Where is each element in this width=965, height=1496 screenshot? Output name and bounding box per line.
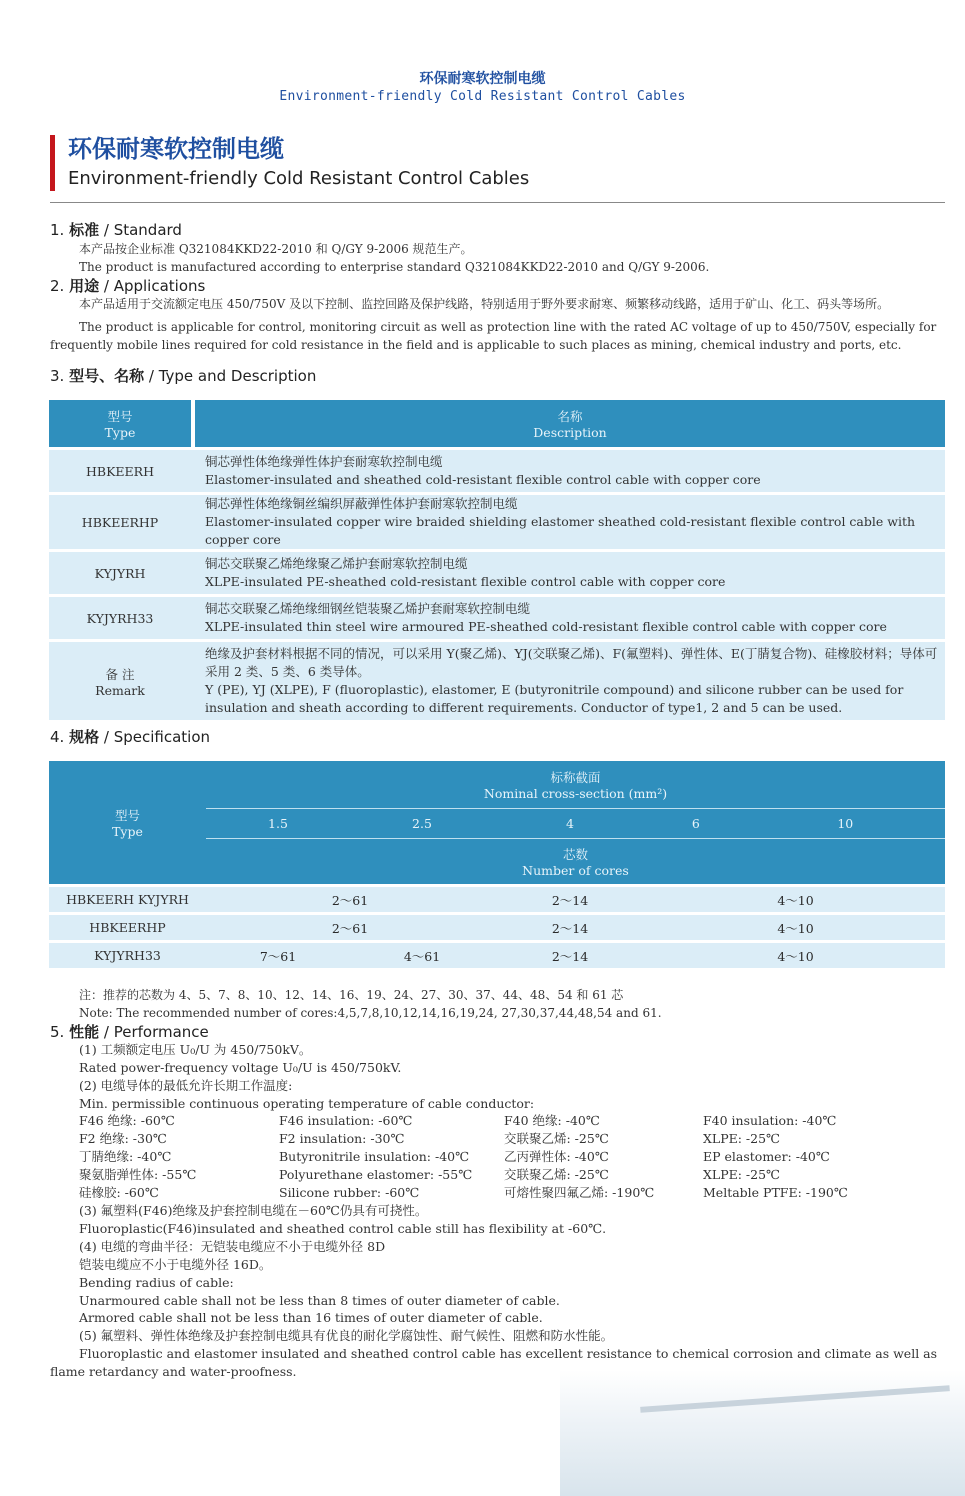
description-en: XLPE-insulated thin steel wire armoured PE-sheathed cold-resistant flexible control cable with copper core — [205, 619, 887, 634]
temp-item: F2 insulation: -30℃ — [279, 1130, 405, 1146]
temp-item: Meltable PTFE: -190℃ — [703, 1184, 848, 1200]
cores-cn: 芯数 — [562, 846, 588, 862]
cores-en: Number of cores — [522, 862, 629, 878]
cores-cell: 4～10 — [777, 948, 814, 964]
temperature-cn: (2) 电缆导体的最低允许长期工作温度: — [79, 1077, 293, 1093]
table-row — [49, 915, 945, 940]
header-type-en: Type — [104, 425, 136, 440]
spec-header-row — [49, 761, 945, 808]
table-row — [49, 495, 945, 549]
temp-item: F40 绝缘: -40℃ — [504, 1113, 600, 1128]
description-cell — [195, 450, 945, 492]
remark-text-cell — [195, 642, 945, 720]
note-en: Note: The recommended number of cores:4,5,7,8,10,12,14,16,19,24, 27,30,37,44,48,54 and 61. — [79, 1006, 662, 1020]
performance-intro — [79, 1041, 534, 1113]
table-row — [49, 887, 945, 912]
applications-text-cn: 本产品适用于交流额定电压 450/750V 及以下控制、监控回路及保护线路，特别适用于野外要求耐寒、频繁移动线路，适用于矿山、化工、码头等场所。 — [79, 297, 890, 311]
table-row — [49, 597, 945, 639]
temp-item: 可熔性聚四氟乙烯: -190℃ — [504, 1184, 655, 1200]
note-cn: 注：推荐的芯数为 4、5、7、8、10、12、14、16、19、24、27、30、37、44、48、54 和 61 芯 — [79, 988, 624, 1002]
size-header: 4 — [494, 808, 646, 838]
cores-cell: 7～61 — [259, 948, 297, 964]
description-cn: 铜芯交联聚乙烯绝缘细钢丝铠装聚乙烯护套耐寒软控制电缆 — [205, 601, 531, 616]
section-2-body — [50, 295, 945, 354]
section-2-heading — [50, 276, 205, 296]
spec-header-cores — [206, 838, 945, 884]
remark-text-en: Y (PE), YJ (XLPE), F (fluoroplastic), elastomer, E (butyronitrile compound) and silicone rubber can be used for insulation and sheath according to different requirements. Conductor of type1, 2 and 5 can be used. — [205, 682, 904, 715]
title-divider — [50, 202, 945, 203]
header-type-cn: 型号 — [107, 409, 133, 424]
section-4-title-cn: 规格 — [69, 728, 100, 746]
section-1-body — [50, 240, 945, 276]
temp-item: 交联聚乙烯: -25℃ — [504, 1130, 609, 1146]
section-2-title-cn: 用途 — [69, 277, 100, 295]
section-3-title-en: / Type and Description — [144, 367, 317, 385]
section-3-heading — [50, 366, 316, 386]
header-title-en: Environment-friendly Cold Resistant Control Cables — [279, 89, 686, 104]
temp-item: XLPE: -25℃ — [703, 1130, 781, 1146]
temperature-en: Min. permissible continuous operating temperature of cable conductor: — [79, 1095, 535, 1111]
flexibility-cn: (3) 氟塑料(F46)绝缘及护套控制电缆在－60℃仍具有可挠性。 — [79, 1203, 428, 1218]
remark-text-cn: 绝缘及护套材料根据不同的情况，可以采用 Y(聚乙烯)、YJ(交联聚乙烯)、F(氟塑料)、弹性体、E(丁腈复合物)、硅橡胶材料；导体可采用 2 类、5 类、6 类导体。 — [205, 646, 938, 679]
temp-col-3 — [504, 1112, 654, 1202]
cores-cell: 2～14 — [551, 920, 589, 936]
cores-cell: 2～14 — [551, 948, 589, 964]
description-cell — [195, 597, 945, 639]
description-cell — [195, 552, 945, 594]
size-header: 10 — [746, 808, 945, 838]
standard-text-en: The product is manufactured according to enterprise standard Q321084KKD22-2010 and Q/GY 9-2006. — [79, 260, 710, 274]
section-4-number: 4. — [50, 728, 65, 746]
section-3-title-cn: 型号、名称 — [69, 367, 145, 385]
description-cn: 铜芯交联聚乙烯绝缘聚乙烯护套耐寒软控制电缆 — [205, 556, 468, 571]
voltage-en: Rated power-frequency voltage U₀/U is 450/750kV. — [79, 1059, 402, 1075]
cores-cell: 2～61 — [331, 920, 369, 936]
section-5-title-cn: 性能 — [69, 1023, 100, 1041]
description-cell — [195, 495, 945, 549]
remark-label-cell — [49, 642, 191, 720]
temp-item: EP elastomer: -40℃ — [703, 1148, 830, 1164]
type-cell: KYJYRH33 — [94, 948, 161, 963]
cores-cell: 2～14 — [551, 892, 589, 908]
header-description-cn: 名称 — [557, 409, 583, 424]
temp-col-1 — [79, 1112, 196, 1202]
description-en: XLPE-insulated PE-sheathed cold-resistant flexible control cable with copper core — [205, 574, 726, 589]
header-title-cn: 环保耐寒软控制电缆 — [419, 71, 546, 87]
temp-item: XLPE: -25℃ — [703, 1166, 781, 1182]
section-4-heading — [50, 727, 210, 747]
spec-type-en: Type — [112, 824, 143, 839]
table-row — [49, 943, 945, 968]
section-5-heading — [50, 1022, 209, 1042]
size-header: 1.5 — [206, 808, 350, 838]
size-header: 2.5 — [350, 808, 494, 838]
temp-col-2 — [279, 1112, 472, 1202]
table-row — [49, 450, 945, 492]
applications-text-en: The product is applicable for control, monitoring circuit as well as protection line with the rated AC voltage of up to 450/750V, especially for frequently mobile lines required for cold resistance in the field and is applicable to such places as mining, chemical industry and ports, etc. — [50, 320, 937, 352]
voltage-cn: (1) 工频额定电压 U₀/U 为 450/750kV。 — [79, 1042, 312, 1057]
standard-text-cn: 本产品按企业标准 Q321084KKD22-2010 和 Q/GY 9-2006 规范生产。 — [79, 242, 473, 256]
temp-item: 硅橡胶: -60℃ — [79, 1184, 159, 1200]
bending-en: Bending radius of cable: — [79, 1274, 234, 1290]
cores-cell: 4～10 — [777, 920, 814, 936]
cores-cell: 4～61 — [403, 948, 441, 964]
cross-section-en: Nominal cross-section (mm²) — [483, 785, 668, 801]
temp-item: 乙丙弹性体: -40℃ — [504, 1148, 609, 1164]
section-2-title-en: / Applications — [99, 277, 206, 295]
specification-table — [49, 761, 945, 968]
bending-cn: (4) 电缆的弯曲半径：无铠装电缆应不小于电缆外径 8D — [79, 1238, 386, 1254]
header-type — [49, 400, 191, 447]
cross-section-cn: 标称截面 — [550, 769, 601, 785]
cores-cell: 2～61 — [331, 892, 369, 908]
temp-item: F46 insulation: -60℃ — [279, 1113, 413, 1128]
type-cell: HBKEERH — [86, 463, 154, 479]
header-description — [195, 400, 945, 447]
section-1-number: 1. — [50, 221, 65, 239]
resistance-cn: (5) 氟塑料、弹性体绝缘及护套控制电缆具有优良的耐化学腐蚀性、耐气候性、阻燃和防水性能。 — [79, 1328, 614, 1344]
remark-row — [49, 642, 945, 720]
description-cn: 铜芯弹性体绝缘铜丝编织屏蔽弹性体护套耐寒软控制电缆 — [205, 496, 518, 511]
page-title-cn: 环保耐寒软控制电缆 — [68, 135, 284, 163]
section-2-number: 2. — [50, 277, 65, 295]
description-en: Elastomer-insulated copper wire braided shielding elastomer sheathed cold-resistant flexible control cable with copper core — [205, 514, 916, 547]
bending-en-2: Unarmoured cable shall not be less than 8 times of outer diameter of cable. — [79, 1292, 560, 1308]
temp-item: Silicone rubber: -60℃ — [279, 1184, 420, 1200]
section-5-title-en: / Performance — [99, 1023, 209, 1041]
temp-item: F2 绝缘: -30℃ — [79, 1130, 167, 1146]
section-4-title-en: / Specification — [99, 728, 211, 746]
title-accent-bar — [50, 135, 55, 191]
temp-item: F40 insulation: -40℃ — [703, 1113, 837, 1128]
resistance-en: Fluoroplastic and elastomer insulated and sheathed control cable has excellent resistance to chemical corrosion and climate as well as flame retardancy and water-proofness. — [50, 1346, 938, 1379]
header-description-en: Description — [533, 425, 607, 440]
performance-details — [79, 1202, 613, 1345]
temp-item: 丁腈绝缘: -40℃ — [79, 1148, 172, 1164]
title-block — [50, 133, 945, 193]
table-header-row — [49, 400, 945, 447]
temp-item: 交联聚乙烯: -25℃ — [504, 1166, 609, 1182]
flexibility-en: Fluoroplastic(F46)insulated and sheathed control cable still has flexibility at -60℃. — [79, 1220, 607, 1236]
type-cell: KYJYRH — [94, 565, 146, 581]
description-en: Elastomer-insulated and sheathed cold-resistant flexible control cable with copper core — [205, 472, 761, 487]
type-cell: KYJYRH33 — [86, 610, 154, 626]
type-cell: HBKEERHP — [89, 920, 166, 935]
description-cn: 铜芯弹性体绝缘弹性体护套耐寒软控制电缆 — [205, 454, 443, 469]
temp-item: F46 绝缘: -60℃ — [79, 1113, 175, 1128]
section-3-number: 3. — [50, 367, 65, 385]
temp-col-4 — [703, 1112, 848, 1202]
section-1-title-cn: 标准 — [69, 221, 100, 239]
remark-label-en: Remark — [95, 682, 145, 698]
spec-note — [79, 986, 945, 1022]
type-cell: HBKEERHP — [81, 514, 159, 530]
table-row — [49, 552, 945, 594]
temp-item: 聚氨脂弹性体: -55℃ — [79, 1166, 197, 1182]
size-header: 6 — [646, 808, 746, 838]
bending-cn-2: 铠装电缆应不小于电缆外径 16D。 — [79, 1256, 272, 1272]
spec-header-type — [49, 761, 206, 884]
bending-en-3: Armored cable shall not be less than 16 times of outer diameter of cable. — [79, 1310, 543, 1326]
cores-cell: 4～10 — [777, 892, 814, 908]
spec-type-cn: 型号 — [114, 808, 140, 823]
section-1-title-en: / Standard — [99, 221, 182, 239]
type-cell: HBKEERH KYJYRH — [66, 892, 189, 907]
page-header — [0, 70, 965, 106]
page-title-en: Environment-friendly Cold Resistant Control Cables — [68, 168, 530, 189]
type-description-table — [49, 400, 945, 720]
temp-item: Polyurethane elastomer: -55℃ — [279, 1166, 473, 1182]
section-5-number: 5. — [50, 1023, 65, 1041]
section-1-heading — [50, 220, 182, 240]
spec-header-cross-section — [206, 761, 945, 808]
remark-label-cn: 备 注 — [105, 666, 135, 682]
temp-item: Butyronitrile insulation: -40℃ — [279, 1148, 470, 1164]
